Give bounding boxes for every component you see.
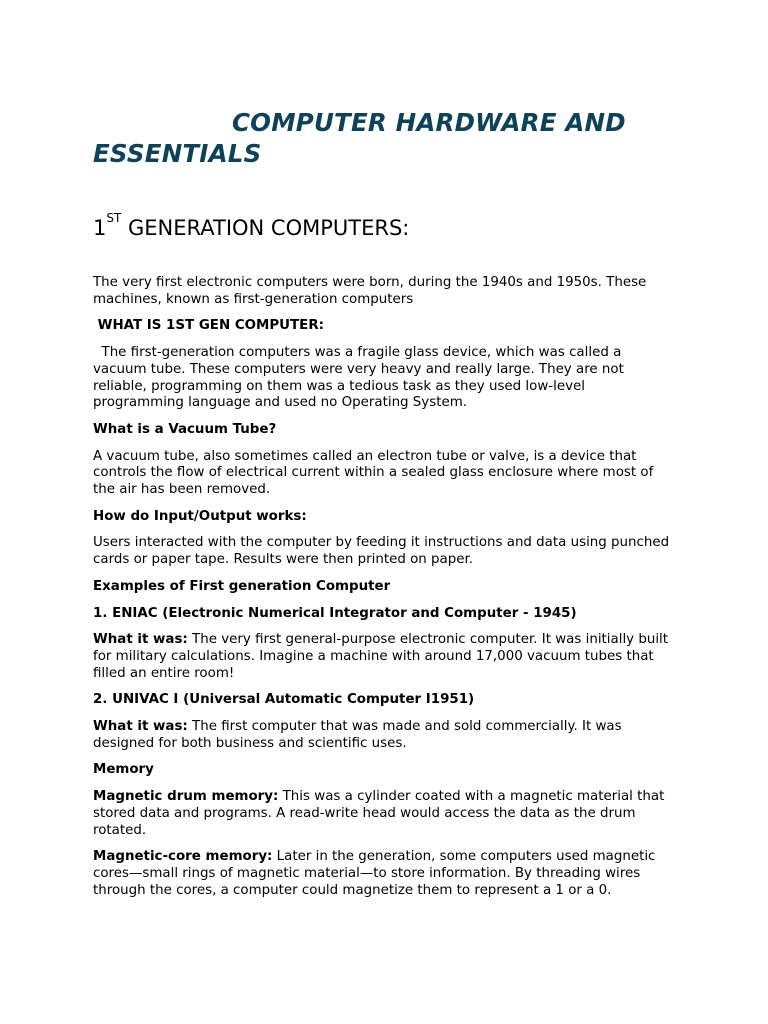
eniac-body: The very first general-purpose electronic computer. It was initially built for military calculations. Imagine a machine with around 17,000 vacuum tubes that filled an entire room! (93, 632, 669, 681)
title-line-2: ESSENTIALS (93, 139, 262, 168)
memory-heading: Memory (93, 762, 154, 778)
univac-heading: 2. UNIVAC I (Universal Automatic Computer I1951) (93, 692, 475, 708)
what-is-heading: WHAT IS 1ST GEN COMPUTER: (93, 318, 324, 334)
title-line-1: COMPUTER HARDWARE AND (232, 108, 626, 137)
drum-memory-paragraph (93, 789, 678, 839)
eniac-lead: What it was: (93, 632, 188, 648)
input-output-heading: How do Input/Output works: (93, 508, 307, 524)
intro-paragraph: The very first electronic computers were born, during the 1940s and 1950s. These machines, known as first-generation computers (93, 275, 647, 307)
drum-memory-lead: Magnetic drum memory: (93, 789, 279, 805)
section-heading-text: GENERATION COMPUTERS: (121, 216, 410, 240)
eniac-heading: 1. ENIAC (Electronic Numerical Integrator and Computer - 1945) (93, 605, 577, 621)
section-heading-number: 1 (93, 216, 107, 240)
core-memory-paragraph (93, 849, 678, 899)
document-body (93, 275, 678, 909)
univac-lead: What it was: (93, 719, 188, 735)
vacuum-tube-paragraph: A vacuum tube, also sometimes called an electron tube or valve, is a device that controls the flow of electrical current within a sealed glass enclosure where most of the air has been removed. (93, 448, 654, 498)
examples-heading: Examples of First generation Computer (93, 578, 391, 594)
univac-paragraph (93, 719, 678, 752)
core-memory-lead: Magnetic-core memory: (93, 849, 273, 865)
univac-body: The first computer that was made and sold commercially. It was designed for both business and scientific uses. (93, 719, 622, 751)
core-memory-body: Later in the generation, some computers used magnetic cores—small rings of magnetic material—to store information. By threading wires through the cores, a computer could magnetize them to represent a 1 or a 0. (93, 849, 656, 898)
input-output-paragraph: Users interacted with the computer by feeding it instructions and data using punched cards or paper tape. Results were then printed on paper. (93, 535, 670, 568)
section-heading-superscript: ST (106, 211, 122, 225)
what-is-paragraph: The first-generation computers was a fragile glass device, which was called a vacuum tube. These computers were very heavy and really large. They are not reliable, programming on them was a tedious task as they used low-level programming language and used no Operating System. (93, 345, 629, 411)
vacuum-tube-heading: What is a Vacuum Tube? (93, 421, 277, 437)
section-heading (93, 211, 410, 242)
drum-memory-body: This was a cylinder coated with a magnetic material that stored data and programs. A read-write head would access the data as the drum rotated. (93, 789, 665, 838)
eniac-paragraph (93, 632, 678, 682)
document-title (93, 107, 693, 169)
